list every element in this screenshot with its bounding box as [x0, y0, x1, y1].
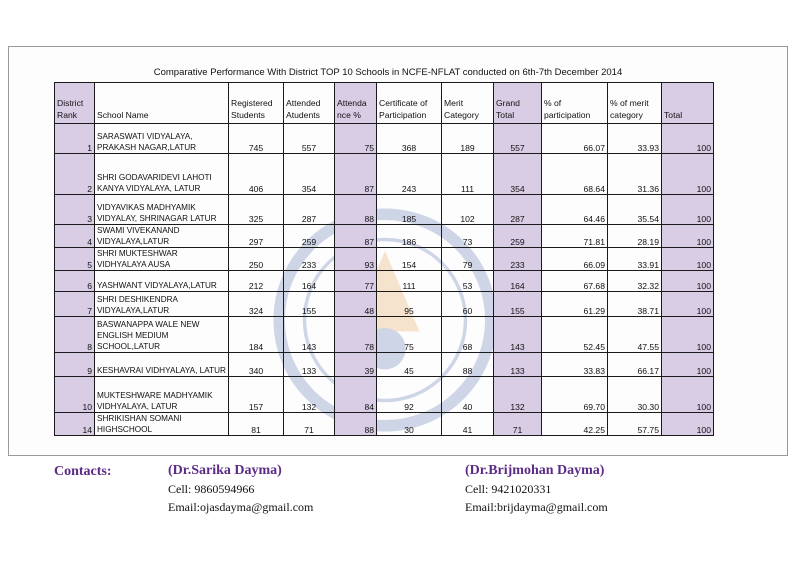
cell-certificate: 95	[377, 292, 442, 317]
cell-registered: 250	[229, 248, 284, 271]
table-row	[55, 124, 714, 154]
cell-grand-total: 132	[494, 377, 542, 413]
cell-registered: 157	[229, 377, 284, 413]
cell-attended: 143	[284, 317, 335, 353]
cell-merit: 111	[442, 154, 494, 195]
cell-school-name: KESHAVRAI VIDHYALAYA, LATUR	[95, 353, 229, 377]
contact-1-email: Email:ojasdayma@gmail.com	[168, 500, 314, 514]
cell-attendance-pct: 88	[335, 195, 377, 225]
cell-pct-participation: 33.83	[542, 353, 608, 377]
cell-total: 100	[662, 292, 714, 317]
cell-total: 100	[662, 317, 714, 353]
cell-certificate: 154	[377, 248, 442, 271]
cell-grand-total: 259	[494, 225, 542, 248]
cell-attendance-pct: 48	[335, 292, 377, 317]
table-row	[55, 377, 714, 413]
cell-registered: 297	[229, 225, 284, 248]
table-row	[55, 248, 714, 271]
table-title: Comparative Performance With District TOP 10 Schools in NCFE-NFLAT conducted on 6th-7th December 2014	[153, 67, 623, 78]
cell-pct-participation: 61.29	[542, 292, 608, 317]
contacts-heading: Contacts:	[54, 464, 112, 479]
cell-attendance-pct: 77	[335, 271, 377, 292]
cell-grand-total: 71	[494, 413, 542, 436]
cell-attended: 133	[284, 353, 335, 377]
cell-registered: 340	[229, 353, 284, 377]
contact-person-1	[168, 462, 313, 516]
cell-merit: 41	[442, 413, 494, 436]
cell-merit: 79	[442, 248, 494, 271]
cell-school-name: SHRI DESHIKENDRA VIDYALAYA,LATUR	[95, 292, 229, 317]
cell-attended: 164	[284, 271, 335, 292]
table-row	[55, 353, 714, 377]
cell-attended: 155	[284, 292, 335, 317]
header-grand-total: Grand Total	[494, 83, 542, 124]
header-district-rank: District Rank	[55, 83, 95, 124]
cell-pct-merit: 28.19	[608, 225, 662, 248]
cell-merit: 40	[442, 377, 494, 413]
cell-registered: 745	[229, 124, 284, 154]
cell-total: 100	[662, 353, 714, 377]
cell-attended: 354	[284, 154, 335, 195]
cell-grand-total: 133	[494, 353, 542, 377]
cell-rank: 8	[55, 317, 95, 353]
cell-certificate: 186	[377, 225, 442, 248]
cell-grand-total: 143	[494, 317, 542, 353]
cell-attended: 259	[284, 225, 335, 248]
cell-merit: 88	[442, 353, 494, 377]
cell-total: 100	[662, 271, 714, 292]
cell-school-name: SHRI GODAVARIDEVI LAHOTI KANYA VIDYALAYA, LATUR	[95, 154, 229, 195]
cell-school-name: YASHWANT VIDYALAYA,LATUR	[95, 271, 229, 292]
table-row	[55, 225, 714, 248]
contact-2-name: (Dr.Brijmohan Dayma)	[465, 463, 605, 478]
cell-pct-merit: 31.36	[608, 154, 662, 195]
cell-school-name: SHRIKISHAN SOMANI HIGHSCHOOL	[95, 413, 229, 436]
cell-attendance-pct: 87	[335, 225, 377, 248]
cell-attendance-pct: 39	[335, 353, 377, 377]
cell-merit: 73	[442, 225, 494, 248]
header-row	[55, 83, 714, 124]
contact-person-2	[465, 462, 608, 516]
header-pct-participation: % of participation	[542, 83, 608, 124]
cell-total: 100	[662, 225, 714, 248]
header-certificate: Certificate of Participation	[377, 83, 442, 124]
cell-registered: 406	[229, 154, 284, 195]
cell-pct-participation: 68.64	[542, 154, 608, 195]
cell-certificate: 368	[377, 124, 442, 154]
cell-rank: 1	[55, 124, 95, 154]
contact-2-cell: Cell: 9421020331	[465, 482, 552, 496]
cell-certificate: 185	[377, 195, 442, 225]
cell-rank: 3	[55, 195, 95, 225]
cell-pct-merit: 30.30	[608, 377, 662, 413]
cell-total: 100	[662, 413, 714, 436]
cell-registered: 184	[229, 317, 284, 353]
cell-registered: 81	[229, 413, 284, 436]
cell-attended: 71	[284, 413, 335, 436]
cell-total: 100	[662, 154, 714, 195]
cell-pct-merit: 47.55	[608, 317, 662, 353]
cell-attendance-pct: 78	[335, 317, 377, 353]
cell-pct-merit: 33.91	[608, 248, 662, 271]
cell-total: 100	[662, 195, 714, 225]
cell-merit: 189	[442, 124, 494, 154]
cell-pct-participation: 67.68	[542, 271, 608, 292]
cell-grand-total: 164	[494, 271, 542, 292]
cell-rank: 9	[55, 353, 95, 377]
cell-rank: 6	[55, 271, 95, 292]
header-merit: Merit Category	[442, 83, 494, 124]
performance-table	[54, 82, 714, 436]
table-row	[55, 413, 714, 436]
cell-total: 100	[662, 248, 714, 271]
cell-attendance-pct: 93	[335, 248, 377, 271]
header-registered: Registered Students	[229, 83, 284, 124]
cell-grand-total: 557	[494, 124, 542, 154]
cell-school-name: MUKTESHWARE MADHYAMIK VIDHYALAYA, LATUR	[95, 377, 229, 413]
cell-school-name: SARASWATI VIDYALAYA, PRAKASH NAGAR,LATUR	[95, 124, 229, 154]
cell-school-name: SWAMI VIVEKANAND VIDYALAYA,LATUR	[95, 225, 229, 248]
cell-pct-merit: 35.54	[608, 195, 662, 225]
cell-grand-total: 155	[494, 292, 542, 317]
cell-merit: 53	[442, 271, 494, 292]
cell-pct-participation: 66.07	[542, 124, 608, 154]
cell-certificate: 92	[377, 377, 442, 413]
header-total: Total	[662, 83, 714, 124]
cell-attendance-pct: 75	[335, 124, 377, 154]
contact-1-name: (Dr.Sarika Dayma)	[168, 463, 282, 478]
cell-school-name: BASWANAPPA WALE NEW ENGLISH MEDIUM SCHOOL,LATUR	[95, 317, 229, 353]
header-attendance-pct: Attenda nce %	[335, 83, 377, 124]
contact-2-email: Email:brijdayma@gmail.com	[465, 500, 608, 514]
table-row	[55, 292, 714, 317]
cell-merit: 68	[442, 317, 494, 353]
cell-pct-participation: 64.46	[542, 195, 608, 225]
table-row	[55, 154, 714, 195]
cell-certificate: 111	[377, 271, 442, 292]
cell-total: 100	[662, 124, 714, 154]
cell-rank: 5	[55, 248, 95, 271]
cell-certificate: 30	[377, 413, 442, 436]
cell-registered: 212	[229, 271, 284, 292]
cell-total: 100	[662, 377, 714, 413]
cell-merit: 102	[442, 195, 494, 225]
cell-attendance-pct: 87	[335, 154, 377, 195]
contact-1-cell: Cell: 9860594966	[168, 482, 255, 496]
cell-rank: 14	[55, 413, 95, 436]
cell-attended: 557	[284, 124, 335, 154]
cell-pct-merit: 38.71	[608, 292, 662, 317]
cell-certificate: 45	[377, 353, 442, 377]
cell-attended: 233	[284, 248, 335, 271]
cell-school-name: VIDYAVIKAS MADHYAMIK VIDYALAY, SHRINAGAR LATUR	[95, 195, 229, 225]
cell-grand-total: 287	[494, 195, 542, 225]
table-row	[55, 195, 714, 225]
cell-registered: 324	[229, 292, 284, 317]
table-row	[55, 271, 714, 292]
cell-pct-participation: 52.45	[542, 317, 608, 353]
cell-pct-participation: 71.81	[542, 225, 608, 248]
cell-rank: 7	[55, 292, 95, 317]
cell-certificate: 243	[377, 154, 442, 195]
cell-pct-merit: 66.17	[608, 353, 662, 377]
cell-pct-merit: 33.93	[608, 124, 662, 154]
contacts-label	[54, 462, 112, 480]
header-pct-merit: % of merit category	[608, 83, 662, 124]
header-school-name: School Name	[95, 83, 229, 124]
cell-merit: 60	[442, 292, 494, 317]
cell-rank: 2	[55, 154, 95, 195]
cell-pct-merit: 32.32	[608, 271, 662, 292]
cell-school-name: SHRI MUKTESHWAR VIDHYALAYA AUSA	[95, 248, 229, 271]
cell-attendance-pct: 88	[335, 413, 377, 436]
cell-pct-participation: 42.25	[542, 413, 608, 436]
cell-grand-total: 354	[494, 154, 542, 195]
cell-pct-merit: 57.75	[608, 413, 662, 436]
cell-rank: 4	[55, 225, 95, 248]
cell-attendance-pct: 84	[335, 377, 377, 413]
cell-certificate: 75	[377, 317, 442, 353]
cell-rank: 10	[55, 377, 95, 413]
cell-pct-participation: 66.09	[542, 248, 608, 271]
table-row	[55, 317, 714, 353]
cell-attended: 287	[284, 195, 335, 225]
header-attended: Attended Atudents	[284, 83, 335, 124]
cell-pct-participation: 69.70	[542, 377, 608, 413]
cell-grand-total: 233	[494, 248, 542, 271]
cell-attended: 132	[284, 377, 335, 413]
cell-registered: 325	[229, 195, 284, 225]
